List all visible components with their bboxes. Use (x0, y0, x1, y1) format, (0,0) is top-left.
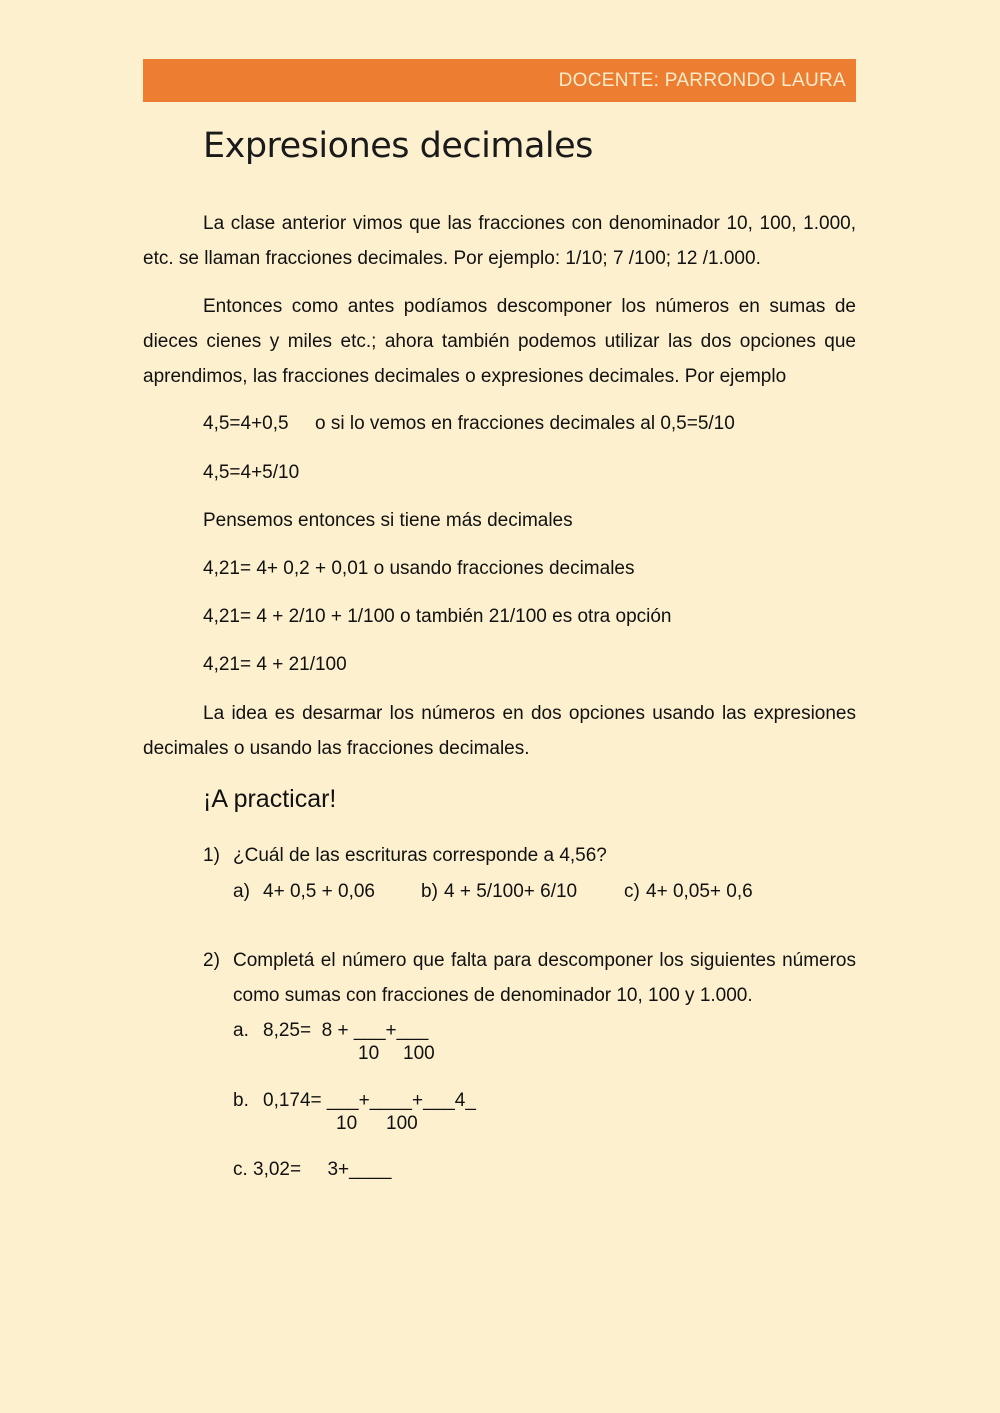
q1-number: 1) (203, 845, 220, 866)
example-line-4: 4,21= 4+ 0,2 + 0,01 o usando fracciones decimales (203, 558, 635, 579)
q2-question: Completá el número que falta para descomponer los siguientes números como sumas con fracciones de denominador 10, 100 y 1.000. (233, 950, 856, 1006)
explanation-paragraph: Entonces como antes podíamos descomponer los números en sumas de dieces cienes y miles etc.; ahora también podemos utilizar las dos opciones que aprendimos, las fracciones decimales o expresiones decimales. Por ejemplo (143, 296, 856, 387)
q2-item-a-denominator-10: 10 (358, 1043, 380, 1064)
example-line-6: 4,21= 4 + 21/100 (203, 654, 347, 675)
intro-paragraph: La clase anterior vimos que las fracciones con denominador 10, 100, 1.000, etc. se llaman fracciones decimales. Por ejemplo: 1/10; 7 /100; 12 /1.000. (143, 213, 856, 269)
practice-title: ¡A practicar! (203, 785, 337, 813)
q2-item-a-denominator-100: 100 (403, 1043, 435, 1064)
q2-item-c-label: c. (233, 1159, 248, 1180)
example-line-1b: o si lo vemos en fracciones decimales al 0,5=5/10 (315, 413, 735, 434)
q2-item-a-label: a. (233, 1020, 249, 1041)
q1-question: ¿Cuál de las escrituras corresponde a 4,56? (233, 845, 607, 866)
q1-option-a[interactable]: 4+ 0,5 + 0,06 (263, 881, 375, 902)
q2-item-b-expression[interactable]: 0,174= ___+____+___4_ (263, 1090, 476, 1111)
q2-item-b-denominator-100: 100 (386, 1113, 418, 1134)
header-bar (143, 59, 856, 102)
q1-option-a-label: a) (233, 881, 250, 902)
q1-option-c-label: c) (624, 881, 640, 902)
q1-option-c[interactable]: 4+ 0,05+ 0,6 (646, 881, 753, 902)
q2-item-b-label: b. (233, 1090, 249, 1111)
example-line-5: 4,21= 4 + 2/10 + 1/100 o también 21/100 es otra opción (203, 606, 672, 627)
example-line-2: 4,5=4+5/10 (203, 462, 300, 483)
q1-option-b-label: b) (421, 881, 438, 902)
closing-paragraph: La idea es desarmar los números en dos opciones usando las expresiones decimales o usando las fracciones decimales. (143, 703, 856, 759)
example-line-3: Pensemos entonces si tiene más decimales (203, 510, 573, 531)
teacher-name: DOCENTE: PARRONDO LAURA (558, 70, 846, 91)
q2-number: 2) (203, 950, 220, 971)
page-title: Expresiones decimales (203, 126, 593, 166)
example-line-1a: 4,5=4+0,5 (203, 413, 289, 434)
q1-option-b[interactable]: 4 + 5/100+ 6/10 (444, 881, 578, 902)
q2-item-c-expression[interactable]: 3,02= 3+____ (253, 1159, 392, 1180)
q2-item-a-expression[interactable]: 8,25= 8 + ___+___ (263, 1020, 429, 1041)
q2-item-b-denominator-10: 10 (336, 1113, 358, 1134)
